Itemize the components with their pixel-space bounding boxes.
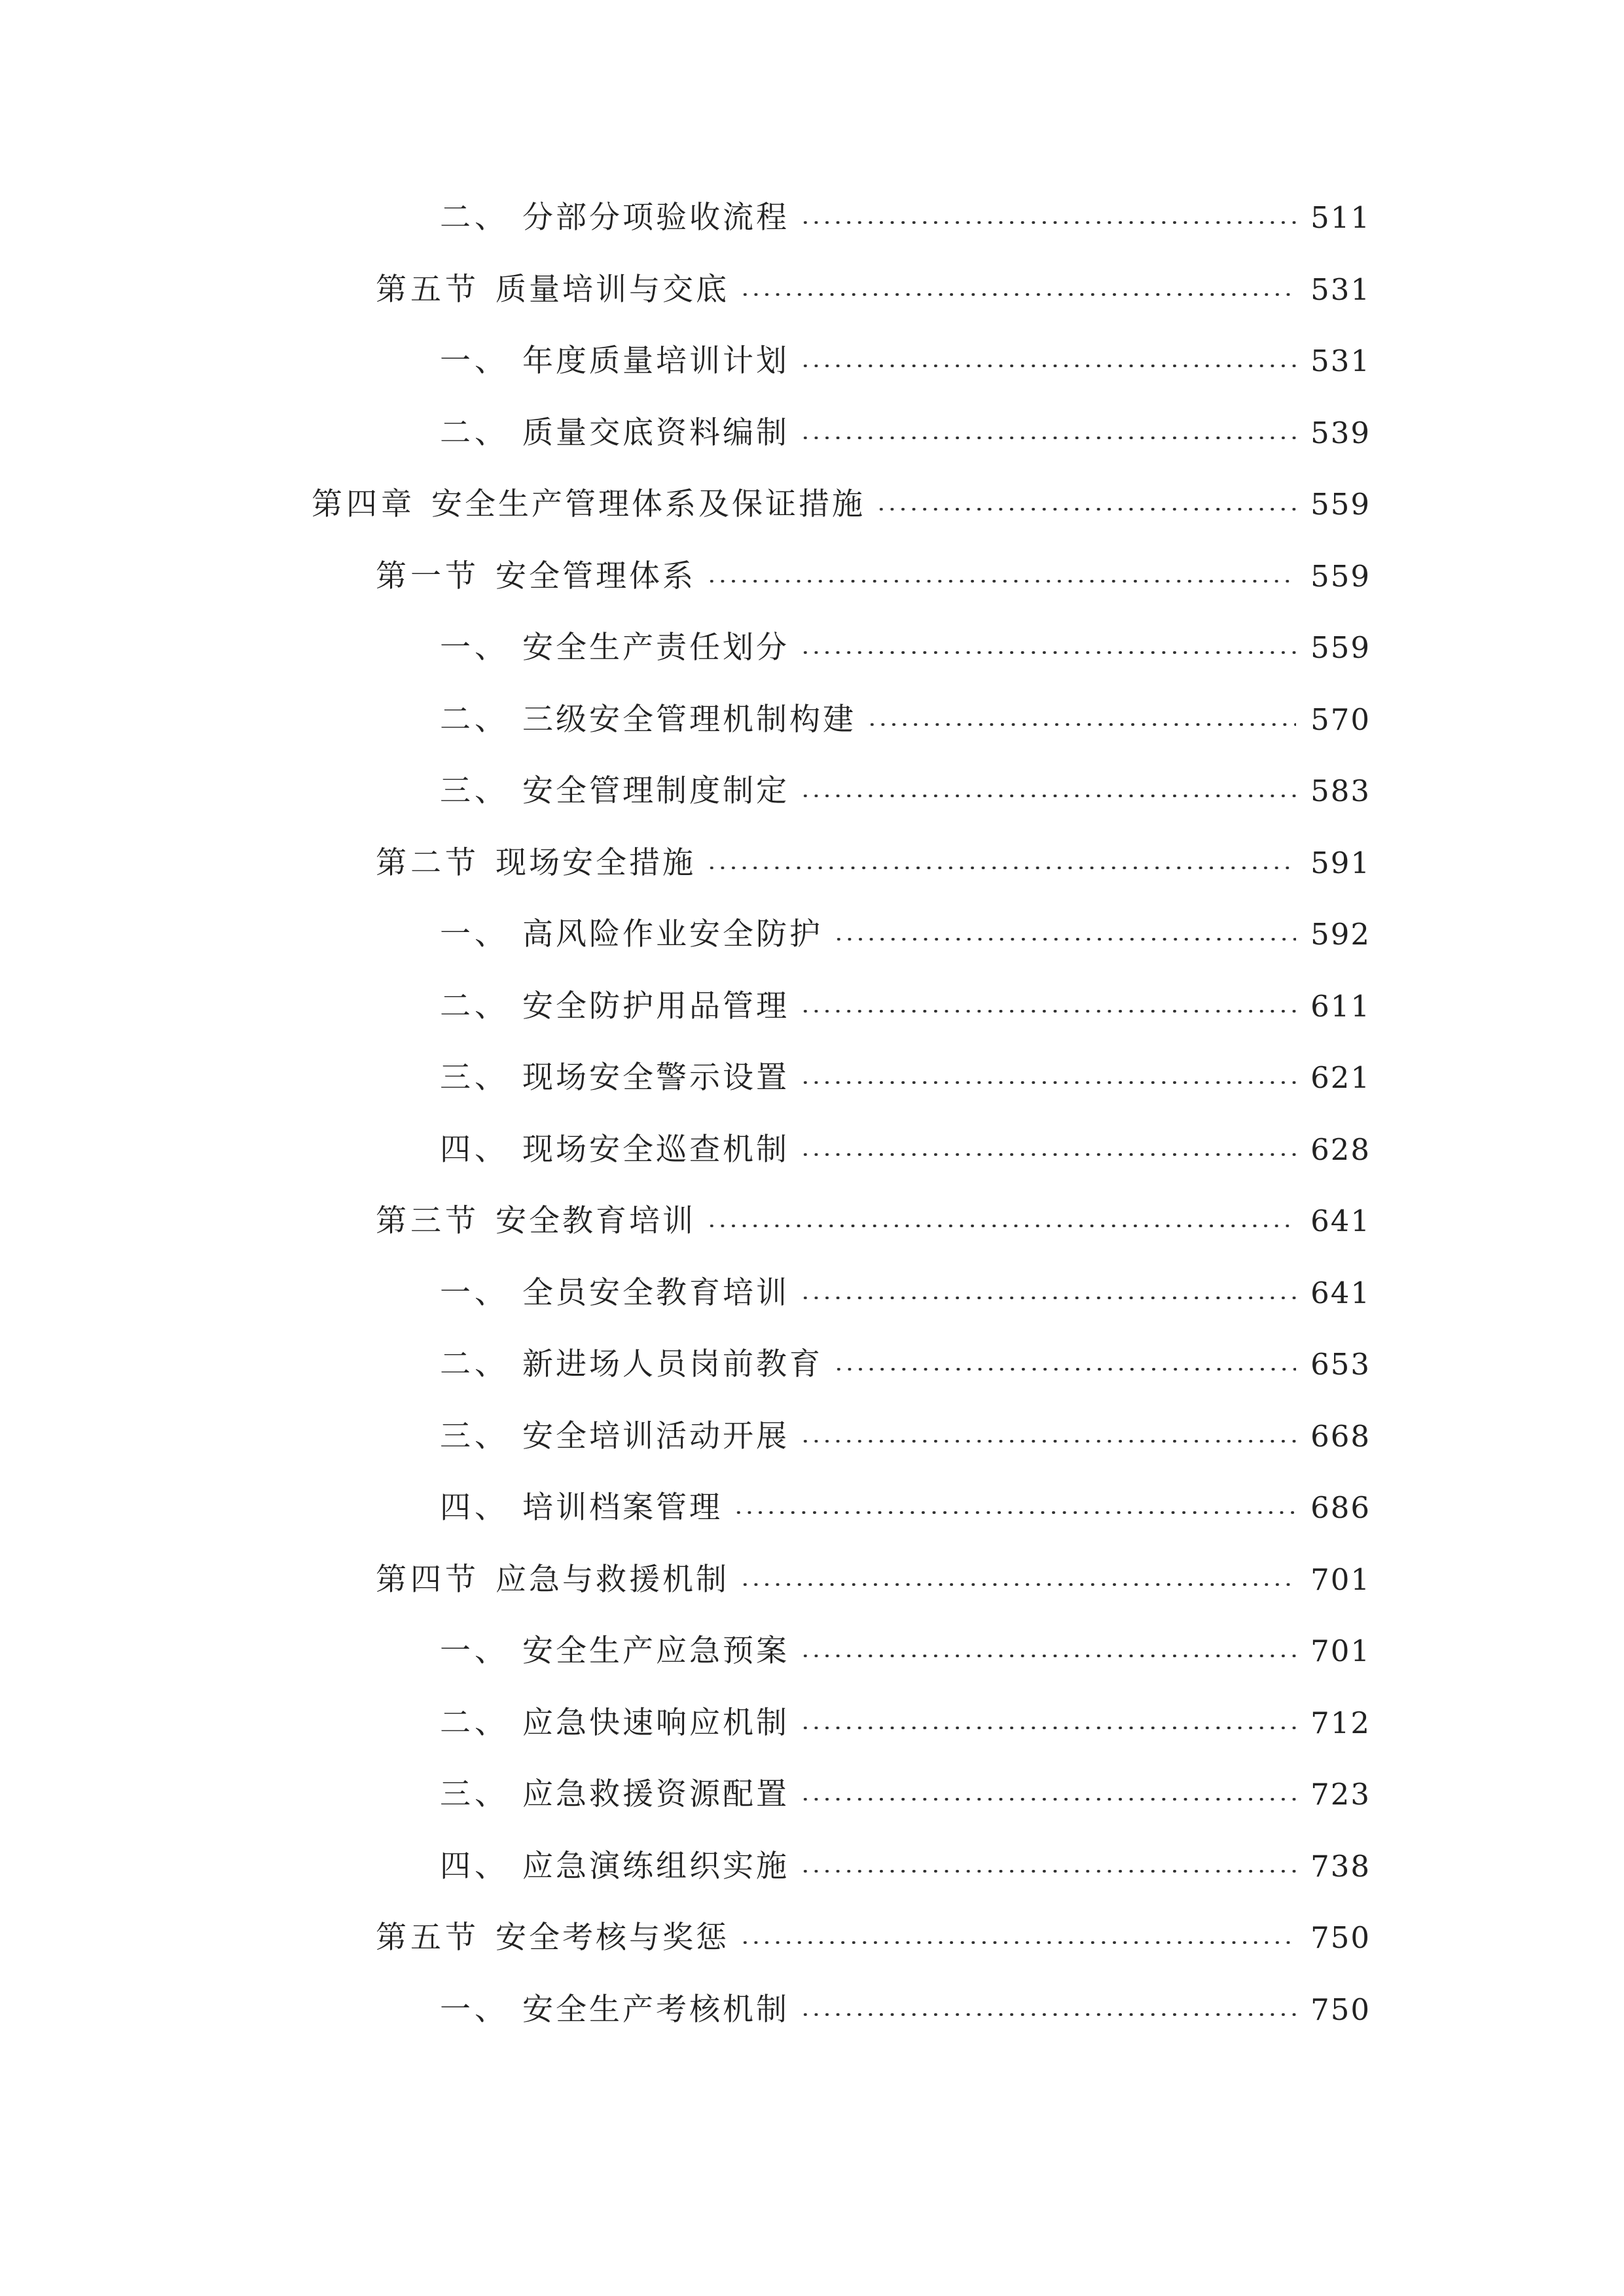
- toc-entry-number: 第二节: [376, 844, 480, 881]
- dot-leader: [800, 1655, 1296, 1657]
- toc-entry-title: 分部分项验收流程: [522, 200, 789, 236]
- dot-leader: [733, 1511, 1296, 1514]
- toc-entry-number: 一、: [440, 343, 509, 379]
- toc-entry-page: 750: [1310, 1992, 1371, 2027]
- dot-leader: [800, 1440, 1296, 1443]
- toc-entry: [376, 1195, 1371, 1247]
- dot-leader: [740, 293, 1296, 296]
- toc-entry: [376, 264, 1371, 316]
- dot-leader: [800, 651, 1296, 654]
- toc-entry-page: 531: [1310, 344, 1371, 378]
- toc-entry: [440, 765, 1371, 817]
- toc-entry-title: 应急与救援机制: [496, 1561, 729, 1598]
- toc-entry-page: 592: [1310, 917, 1371, 952]
- toc-entry: [440, 1697, 1371, 1749]
- toc-entry-number: 二、: [440, 414, 509, 451]
- toc-entry-number: 第一节: [376, 558, 480, 594]
- toc-entry: [376, 550, 1371, 603]
- toc-entry: [440, 1124, 1371, 1176]
- toc-entry-number: 三、: [440, 1418, 509, 1454]
- toc-entry-number: 第三节: [376, 1203, 480, 1239]
- toc-entry-page: 621: [1310, 1060, 1371, 1095]
- toc-entry: [440, 1338, 1371, 1391]
- toc-entry: [440, 694, 1371, 746]
- toc-entry-number: 二、: [440, 988, 509, 1024]
- toc-entry-title: 三级安全管理机制构建: [522, 701, 856, 738]
- toc-entry: [376, 1912, 1371, 1964]
- toc-entry: [312, 478, 1371, 531]
- toc-entry-title: 培训档案管理: [522, 1490, 723, 1526]
- toc-entry-title: 应急演练组织实施: [522, 1848, 789, 1884]
- toc-entry-number: 第四章: [312, 486, 416, 522]
- dot-leader: [800, 1081, 1296, 1084]
- toc-entry-page: 723: [1310, 1777, 1371, 1812]
- toc-entry-page: 559: [1310, 487, 1371, 522]
- toc-entry-number: 一、: [440, 1274, 509, 1311]
- toc-entry-page: 738: [1310, 1848, 1371, 1884]
- toc-entry-page: 641: [1310, 1275, 1371, 1310]
- dot-leader: [833, 1368, 1296, 1371]
- toc-entry-title: 新进场人员岗前教育: [522, 1346, 823, 1382]
- dot-leader: [740, 1941, 1296, 1944]
- toc-entry-number: 一、: [440, 916, 509, 952]
- toc-entry-page: 628: [1310, 1132, 1371, 1167]
- toc-entry-title: 安全培训活动开展: [522, 1418, 789, 1454]
- dot-leader: [706, 867, 1296, 869]
- toc-entry-title: 安全考核与奖惩: [496, 1920, 729, 1956]
- dot-leader: [800, 1153, 1296, 1156]
- toc-entry-number: 四、: [440, 1848, 509, 1884]
- toc-entry-title: 全员安全教育培训: [522, 1274, 789, 1311]
- dot-leader: [800, 365, 1296, 367]
- toc-entry: [440, 1768, 1371, 1821]
- dot-leader: [876, 508, 1296, 511]
- toc-entry-title: 高风险作业安全防护: [522, 916, 823, 952]
- toc-entry-title: 质量培训与交底: [496, 271, 729, 308]
- toc-entry-page: 686: [1310, 1490, 1371, 1525]
- toc-entry: [440, 1482, 1371, 1534]
- toc-entry-title: 应急救援资源配置: [522, 1776, 789, 1812]
- toc-entry-page: 559: [1310, 630, 1371, 665]
- toc-entry-title: 安全生产管理体系及保证措施: [431, 486, 865, 522]
- toc-entry: [440, 192, 1371, 244]
- dot-leader: [867, 723, 1296, 726]
- dot-leader: [800, 1870, 1296, 1873]
- toc-entry-number: 三、: [440, 1060, 509, 1096]
- toc-entry-number: 第四节: [376, 1561, 480, 1598]
- toc-entry-number: 第五节: [376, 271, 480, 308]
- toc-entry-page: 559: [1310, 558, 1371, 594]
- toc-entry-number: 二、: [440, 200, 509, 236]
- toc-entry-page: 570: [1310, 702, 1371, 737]
- toc-entry-title: 现场安全巡查机制: [522, 1131, 789, 1168]
- dot-leader: [800, 1297, 1296, 1299]
- toc-entry-title: 安全教育培训: [496, 1203, 696, 1239]
- toc-entry-title: 安全生产考核机制: [522, 1991, 789, 2028]
- toc-entry: [440, 1052, 1371, 1104]
- toc-entry-number: 一、: [440, 1633, 509, 1669]
- toc-entry-title: 安全防护用品管理: [522, 988, 789, 1024]
- toc-entry: [440, 908, 1371, 961]
- dot-leader: [800, 1727, 1296, 1729]
- toc-entry-number: 二、: [440, 1346, 509, 1382]
- toc-entry: [440, 980, 1371, 1033]
- dot-leader: [800, 1010, 1296, 1013]
- toc-entry-title: 现场安全警示设置: [522, 1060, 789, 1096]
- toc-entry: [440, 1410, 1371, 1463]
- toc-entry-number: 二、: [440, 701, 509, 738]
- toc-entry-number: 四、: [440, 1490, 509, 1526]
- toc-entry-title: 质量交底资料编制: [522, 414, 789, 451]
- dot-leader: [706, 1225, 1296, 1227]
- toc-entry-title: 现场安全措施: [496, 844, 696, 881]
- toc-entry-title: 应急快速响应机制: [522, 1704, 789, 1741]
- toc-entry: [376, 837, 1371, 889]
- toc-entry-title: 年度质量培训计划: [522, 343, 789, 379]
- toc-entry-number: 三、: [440, 773, 509, 809]
- toc-entry-page: 641: [1310, 1204, 1371, 1238]
- toc-entry: [440, 622, 1371, 674]
- dot-leader: [833, 938, 1296, 941]
- toc-entry-title: 安全管理体系: [496, 558, 696, 594]
- dot-leader: [706, 580, 1296, 583]
- toc-entry: [440, 407, 1371, 459]
- toc-entry-number: 一、: [440, 1991, 509, 2028]
- toc-entry-number: 四、: [440, 1131, 509, 1168]
- toc-entry-title: 安全生产责任划分: [522, 630, 789, 666]
- toc-entry-number: 一、: [440, 630, 509, 666]
- dot-leader: [800, 795, 1296, 797]
- toc-entry: [440, 1984, 1371, 2036]
- toc-entry: [440, 1625, 1371, 1677]
- dot-leader: [800, 221, 1296, 224]
- toc-entry: [440, 1267, 1371, 1319]
- toc-entry-page: 583: [1310, 774, 1371, 808]
- toc-entry-number: 第五节: [376, 1920, 480, 1956]
- toc-entry-page: 653: [1310, 1347, 1371, 1382]
- toc-entry-page: 668: [1310, 1418, 1371, 1454]
- toc-entry-page: 712: [1310, 1705, 1371, 1740]
- dot-leader: [740, 1583, 1296, 1586]
- toc-entry: [440, 1840, 1371, 1893]
- toc-entry: [440, 335, 1371, 387]
- dot-leader: [800, 1798, 1296, 1801]
- toc-entry-page: 611: [1310, 988, 1371, 1024]
- toc-entry-page: 531: [1310, 272, 1371, 307]
- toc-entry-page: 591: [1310, 845, 1371, 880]
- dot-leader: [800, 437, 1296, 439]
- toc-entry-number: 三、: [440, 1776, 509, 1812]
- toc-entry-page: 701: [1310, 1562, 1371, 1597]
- toc-entry-page: 750: [1310, 1920, 1371, 1955]
- toc-entry-title: 安全管理制度制定: [522, 773, 789, 809]
- toc-entry-page: 511: [1310, 200, 1371, 235]
- toc-entry-page: 701: [1310, 1634, 1371, 1668]
- dot-leader: [800, 2013, 1296, 2016]
- toc-entry: [376, 1554, 1371, 1606]
- toc-entry-page: 539: [1310, 415, 1371, 450]
- toc-entry-title: 安全生产应急预案: [522, 1633, 789, 1669]
- toc-entry-number: 二、: [440, 1704, 509, 1741]
